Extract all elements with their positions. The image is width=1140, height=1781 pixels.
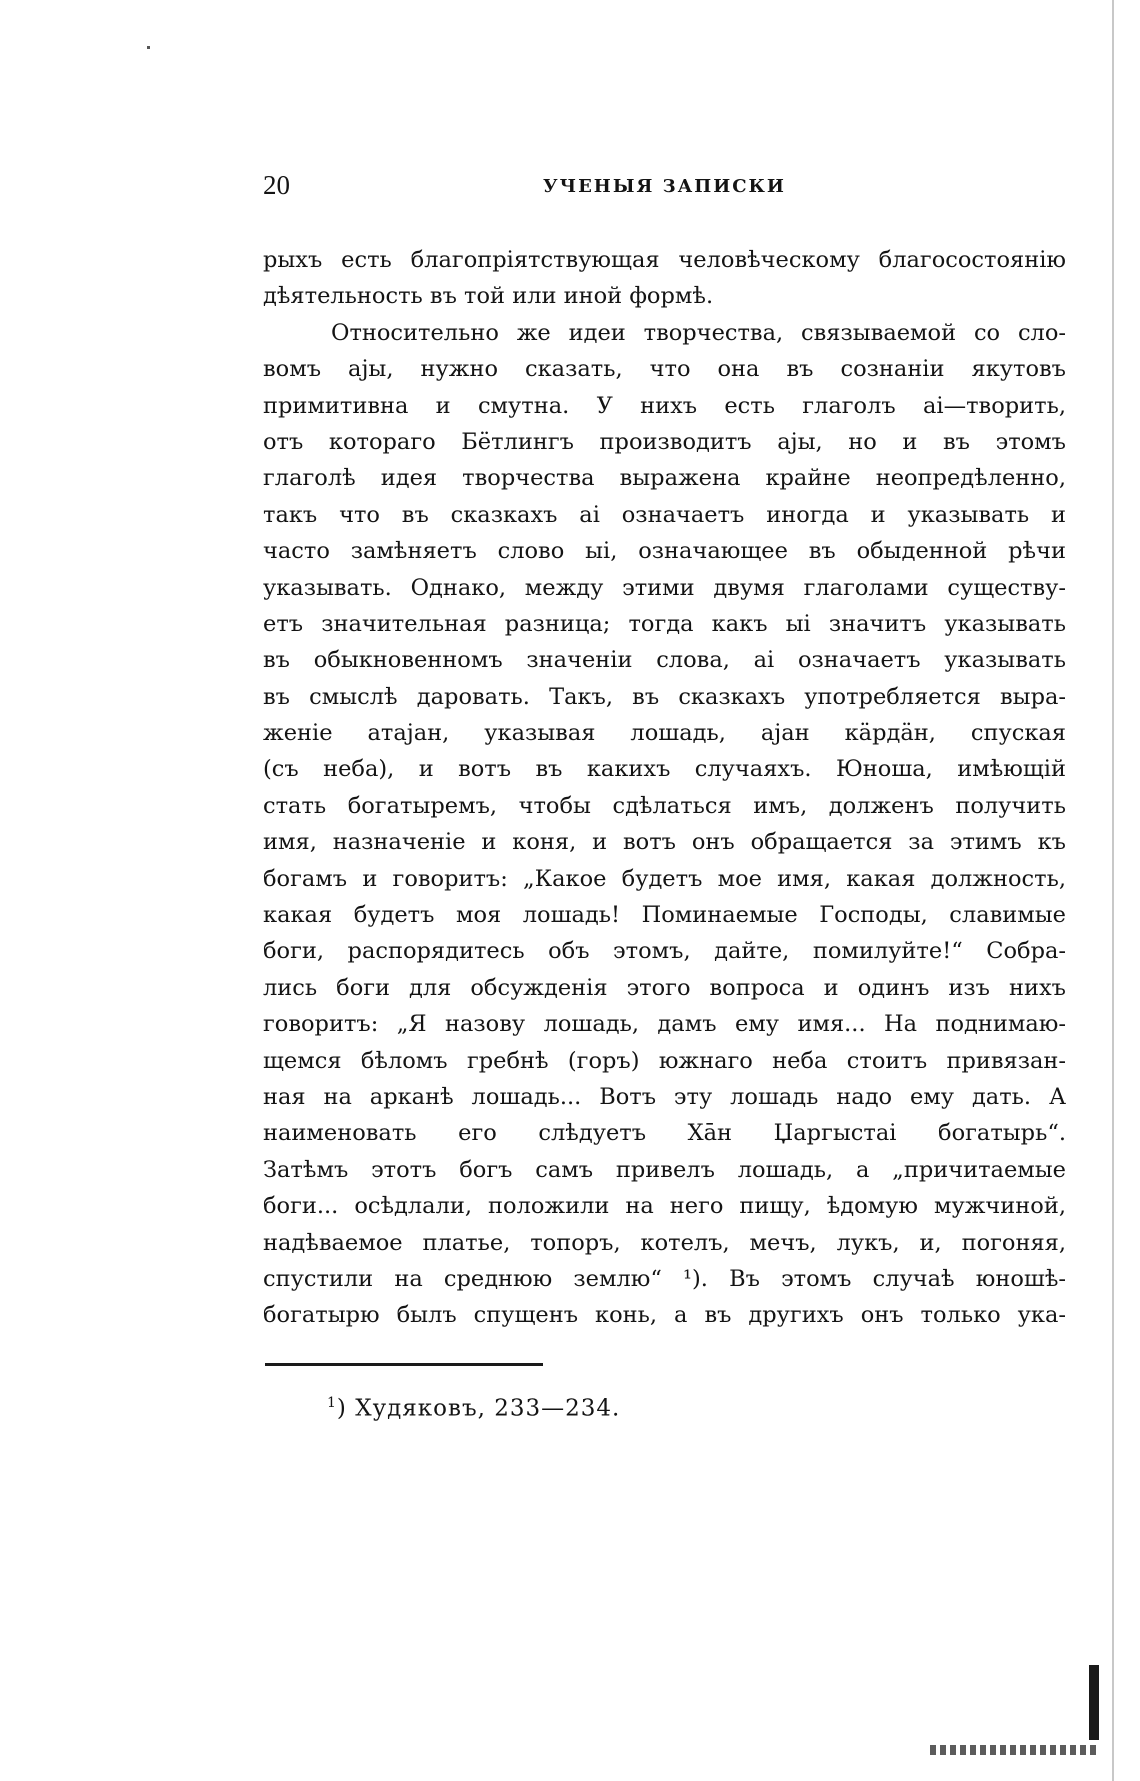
text-line: какая будетъ моя лошадь! Поминаемые Господы, славимые (263, 902, 1066, 929)
text-line: наименовать его слѣдуетъ Хāн Џаргыстаі богатырь“. (263, 1120, 1066, 1147)
text-line: стать богатыремъ, чтобы сдѣлаться имъ, долженъ получить (263, 792, 1066, 819)
text-line: боги... осѣдлали, положили на него пищу, ѣдомую мужчиной, (263, 1193, 1066, 1220)
page-edge-line (1112, 0, 1114, 1781)
text-line: дѣятельность въ той или иной формѣ. (263, 283, 714, 310)
footnote (327, 1395, 620, 1422)
text-line: Относительно же идеи творчества, связываемой со сло- (331, 319, 1066, 346)
text-line: етъ значительная разница; тогда какъ ыі значитъ указывать (263, 610, 1066, 637)
text-line: боги, распорядитесь объ этомъ, дайте, помилуйте!“ Собра- (263, 938, 1066, 965)
text-line: Затѣмъ этотъ богъ самъ привелъ лошадь, а „причитаемые (263, 1156, 1066, 1183)
text-line: въ смыслѣ даровать. Такъ, въ сказкахъ употребляется выра- (263, 683, 1066, 710)
body-text (263, 242, 1066, 1334)
footnote-rule (265, 1363, 543, 1366)
text-line: ная на арканѣ лошадь... Вотъ эту лошадь надо ему дать. А (263, 1083, 1066, 1110)
text-line: женіе атаjан, указывая лошадь, аjан кäрдäн, спуская (263, 720, 1066, 747)
text-line: въ обыкновенномъ значеніи слова, аі означаетъ указывать (263, 647, 1066, 674)
text-line: (съ неба), и вотъ въ какихъ случаяхъ. Юноша, имѣющій (263, 756, 1066, 783)
running-head (263, 170, 1066, 210)
text-line: глаголѣ идея творчества выражена крайне неопредѣленно, (263, 465, 1066, 492)
text-line: спустили на среднюю землю“ ¹). Въ этомъ случаѣ юношѣ- (263, 1265, 1066, 1292)
text-line: говоритъ: „Я назову лошадь, дамъ ему имя... На поднимаю- (263, 1011, 1066, 1038)
footnote-marker: 1 (327, 1395, 337, 1411)
text-line: рыхъ есть благопріятствующая человѣческому благосостоянію (263, 247, 1066, 273)
text-line: надѣваемое платье, топоръ, котелъ, мечъ, лукъ, и, погоняя, (263, 1229, 1066, 1256)
text-line: богамъ и говоритъ: „Какое будетъ мое имя, какая должность, (263, 865, 1066, 892)
text-line: богатырю былъ спущенъ конь, а въ другихъ онъ только ука- (263, 1302, 1066, 1329)
scan-dust-mark (147, 46, 150, 49)
text-line: примитивна и смутна. У нихъ есть глаголъ аі—творить, (263, 392, 1066, 419)
header-title: УЧЕНЫЯ ЗАПИСКИ (543, 176, 786, 197)
footnote-text: ) Худяковъ, 233—234. (336, 1395, 621, 1422)
text-line: щемся бѣломъ гребнѣ (горъ) южнаго неба стоитъ привязан- (263, 1047, 1066, 1074)
text-line: лись боги для обсужденія этого вопроса и одинъ изъ нихъ (263, 974, 1066, 1001)
scan-artifact-mark (1089, 1665, 1099, 1740)
text-line: такъ что въ сказкахъ аі означаетъ иногда и указывать и (263, 501, 1066, 528)
text-line: вомъ аjы, нужно сказать, что она въ сознаніи якутовъ (263, 356, 1066, 383)
text-line: отъ котораго Бётлингъ производитъ аjы, но и въ этомъ (263, 428, 1066, 455)
page-number: 20 (263, 170, 290, 200)
text-line: часто замѣняетъ слово ыі, означающее въ обыденной рѣчи (263, 538, 1066, 565)
scan-artifact-dashes (930, 1745, 1100, 1755)
text-line: указывать. Однако, между этими двумя глаголами существу- (263, 574, 1066, 601)
text-line: имя, назначеніе и коня, и вотъ онъ обращается за этимъ къ (263, 829, 1066, 856)
